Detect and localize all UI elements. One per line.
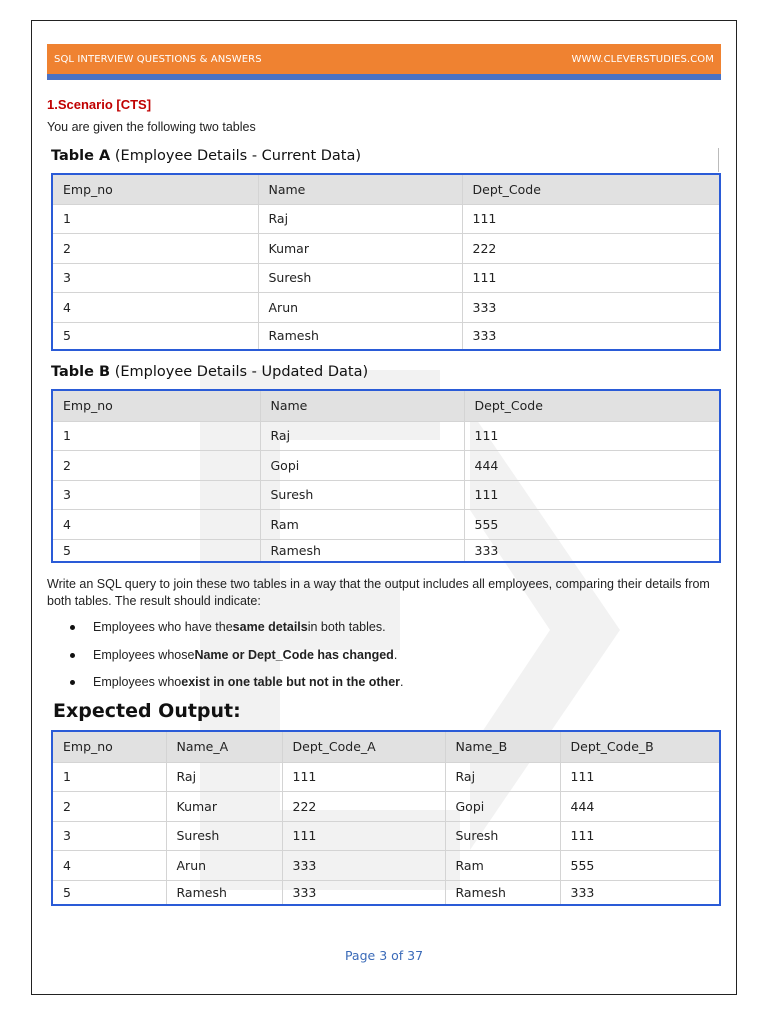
table-cell: Kumar — [166, 792, 282, 822]
table-a-header-cell: Dept_Code — [462, 174, 720, 204]
table-row — [52, 322, 720, 350]
expected-header-cell: Dept_Code_B — [560, 731, 720, 762]
expected-header-cell: Name_B — [445, 731, 560, 762]
table-row — [52, 480, 720, 510]
expected-header-cell: Name_A — [166, 731, 282, 762]
table-row — [52, 234, 720, 264]
table-cell: Gopi — [260, 451, 464, 481]
table-cell: 333 — [462, 322, 720, 350]
table-a-caption-rest: (Employee Details - Current Data) — [110, 148, 362, 164]
bullet-text: Employees who — [93, 675, 182, 689]
bullet-text: . — [400, 675, 404, 689]
table-row — [52, 263, 720, 293]
table-cell: 111 — [560, 821, 720, 851]
table-cell: 3 — [52, 263, 258, 293]
table-a — [51, 173, 721, 351]
table-cell: 333 — [282, 851, 445, 881]
table-cell: Suresh — [166, 821, 282, 851]
table-cell: 5 — [52, 539, 260, 562]
expected-output-title: Expected Output: — [53, 700, 241, 722]
bullet-icon — [70, 625, 75, 630]
table-row — [52, 451, 720, 481]
table-cell: Raj — [445, 762, 560, 792]
table-cell: 444 — [464, 451, 720, 481]
table-cell: Raj — [166, 762, 282, 792]
table-cell: Ramesh — [166, 880, 282, 905]
table-cell: Arun — [258, 293, 462, 323]
table-cell: 1 — [52, 204, 258, 234]
table-cell: 222 — [462, 234, 720, 264]
table-row — [52, 539, 720, 562]
table-row — [52, 293, 720, 323]
bullet-text: Employees who have the — [93, 620, 233, 634]
page-number: Page 3 of 37 — [344, 948, 424, 963]
table-row — [52, 851, 720, 881]
table-cell: 222 — [282, 792, 445, 822]
table-row — [52, 204, 720, 234]
table-a-header-row — [52, 174, 720, 204]
scenario-title: 1.Scenario [CTS] — [47, 97, 152, 112]
table-cell: 333 — [282, 880, 445, 905]
table-cell: 111 — [462, 204, 720, 234]
table-cell: 111 — [464, 421, 720, 451]
bullet-text: . — [393, 648, 398, 662]
bullet-icon — [70, 680, 75, 685]
table-cell: Raj — [260, 421, 464, 451]
table-b-caption-rest: (Employee Details - Updated Data) — [110, 364, 369, 380]
table-cell: Ram — [260, 510, 464, 540]
header-underline — [47, 74, 721, 80]
expected-output-table — [51, 730, 721, 906]
table-cell: 555 — [464, 510, 720, 540]
table-b-header-cell: Dept_Code — [464, 390, 720, 421]
table-b-header-cell: Name — [260, 390, 464, 421]
table-cell: Kumar — [258, 234, 462, 264]
table-row — [52, 880, 720, 905]
table-cell: 333 — [560, 880, 720, 905]
scenario-intro: You are given the following two tables — [47, 120, 256, 134]
expected-header-cell: Dept_Code_A — [282, 731, 445, 762]
table-cell: 333 — [462, 293, 720, 323]
table-cell: 1 — [52, 762, 166, 792]
table-cell: Raj — [258, 204, 462, 234]
table-cell: 111 — [282, 762, 445, 792]
bullet-bold: same details — [232, 620, 308, 634]
bullet-text: in both tables. — [307, 620, 386, 634]
expected-header-row — [52, 731, 720, 762]
table-row — [52, 510, 720, 540]
table-cell: Arun — [166, 851, 282, 881]
table-cell: Ramesh — [445, 880, 560, 905]
table-cell: 3 — [52, 480, 260, 510]
bullet-text: Employees whose — [93, 648, 195, 662]
table-cell: Suresh — [258, 263, 462, 293]
table-cell: 2 — [52, 792, 166, 822]
table-b-caption — [51, 364, 368, 380]
table-cell: 111 — [560, 762, 720, 792]
table-cell: 4 — [52, 293, 258, 323]
table-a-caption-bold: Table A — [51, 148, 111, 164]
table-row — [52, 821, 720, 851]
table-b-header-cell: Emp_no — [52, 390, 260, 421]
table-cell: 5 — [52, 880, 166, 905]
table-a-header-cell: Emp_no — [52, 174, 258, 204]
table-cell: 4 — [52, 510, 260, 540]
table-cell: 1 — [52, 421, 260, 451]
table-cell: Ramesh — [258, 322, 462, 350]
bullet-bold: Name or Dept_Code has changed — [194, 648, 394, 662]
table-cell: 2 — [52, 451, 260, 481]
caption-rule — [718, 148, 719, 172]
table-cell: 111 — [462, 263, 720, 293]
table-cell: 444 — [560, 792, 720, 822]
table-cell: 111 — [282, 821, 445, 851]
table-cell: Suresh — [445, 821, 560, 851]
list-item — [70, 620, 386, 634]
list-item — [70, 648, 397, 662]
table-cell: 5 — [52, 322, 258, 350]
list-item — [70, 675, 404, 689]
table-cell: 555 — [560, 851, 720, 881]
table-row — [52, 421, 720, 451]
table-cell: Suresh — [260, 480, 464, 510]
header-title: SQL INTERVIEW QUESTIONS & ANSWERS — [54, 53, 262, 65]
table-cell: 2 — [52, 234, 258, 264]
question-text: Write an SQL query to join these two tables in a way that the output includes all employees, comparing their details from both tables. The result should indicate: — [47, 577, 710, 608]
table-cell: 333 — [464, 539, 720, 562]
expected-header-cell: Emp_no — [52, 731, 166, 762]
header-website: WWW.CLEVERSTUDIES.COM — [571, 53, 714, 65]
table-a-header-cell: Name — [258, 174, 462, 204]
table-cell: Ram — [445, 851, 560, 881]
table-b — [51, 389, 721, 563]
table-cell: Ramesh — [260, 539, 464, 562]
table-row — [52, 792, 720, 822]
table-b-header-row — [52, 390, 720, 421]
bullet-bold: exist in one table but not in the other — [181, 675, 401, 689]
table-cell: 3 — [52, 821, 166, 851]
bullet-icon — [70, 653, 75, 658]
document-header — [47, 44, 721, 74]
table-b-caption-bold: Table B — [51, 364, 111, 380]
table-cell: 111 — [464, 480, 720, 510]
table-a-caption — [51, 148, 361, 164]
table-row — [52, 762, 720, 792]
table-cell: 4 — [52, 851, 166, 881]
table-cell: Gopi — [445, 792, 560, 822]
